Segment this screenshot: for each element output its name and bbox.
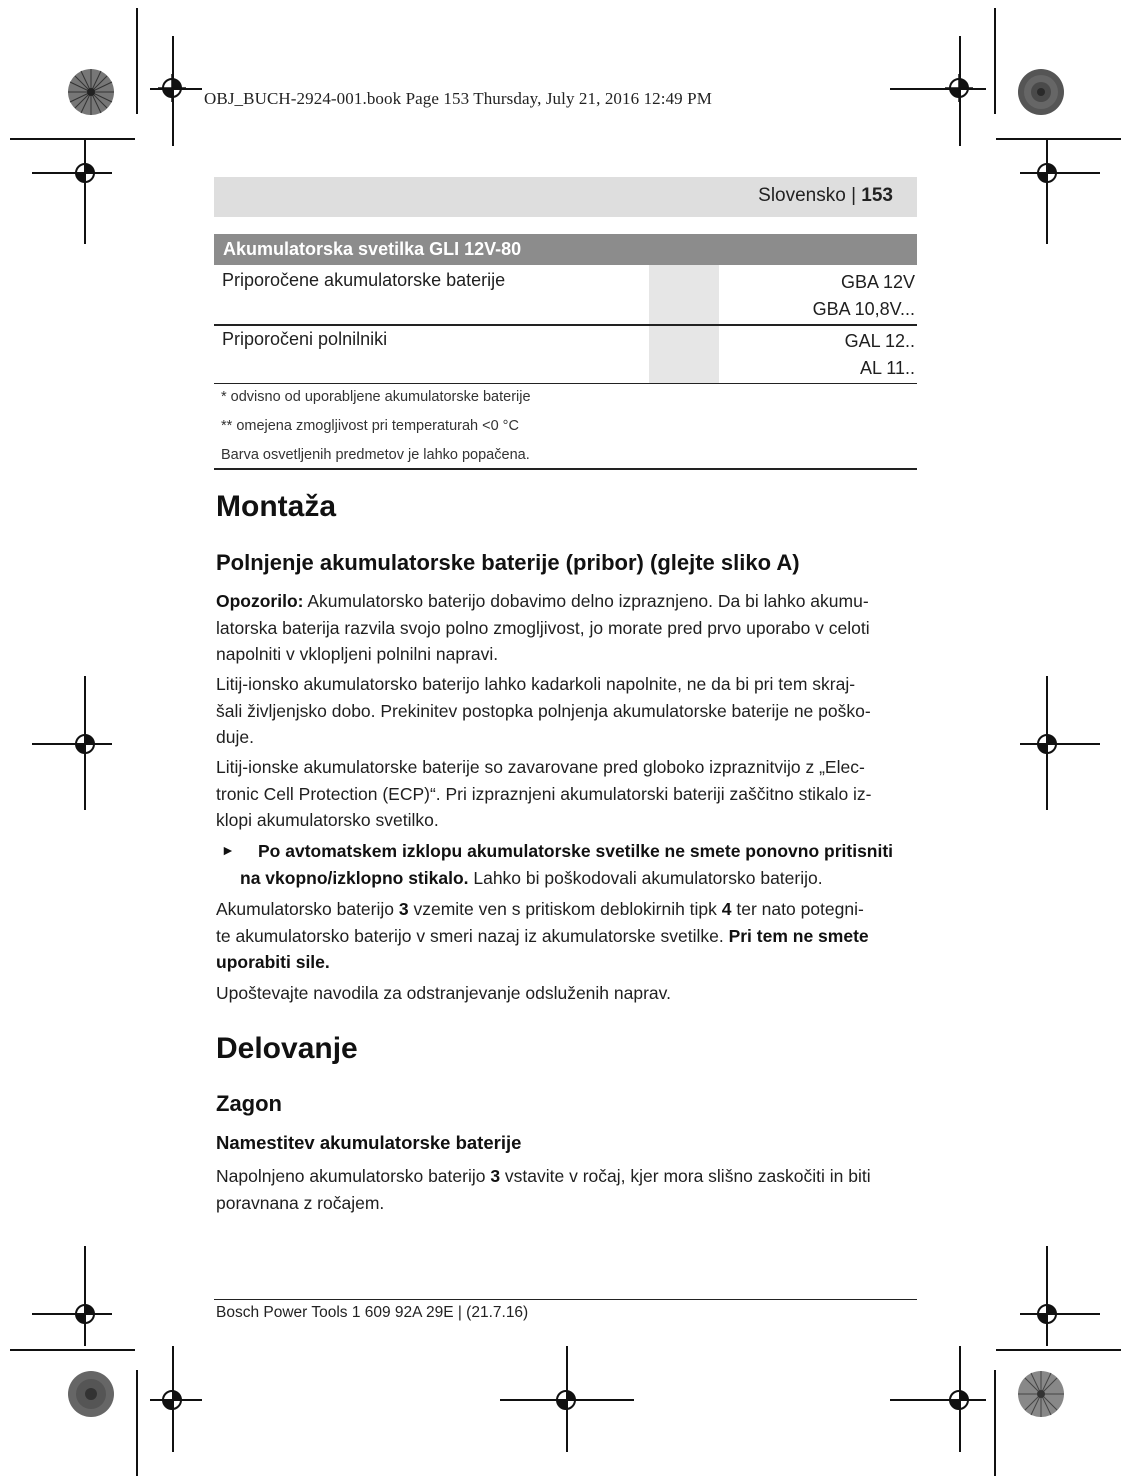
paragraph-text: Napolnjeno akumulatorsko baterijo [216, 1166, 491, 1186]
header-language: Slovensko | [758, 185, 862, 206]
paragraph-insert-battery [216, 1163, 871, 1216]
table-bottom-rule [214, 468, 917, 470]
paragraph-line [240, 838, 893, 865]
paragraph-warning [216, 588, 870, 668]
header-label [758, 185, 893, 207]
paragraph-line: klopi akumulatorsko svetilko. [216, 810, 439, 830]
paragraph-text: vstavite v ročaj, kjer mora slišno zaskočiti in biti [500, 1166, 871, 1186]
crop-mark [994, 8, 996, 114]
table-footnote: * odvisno od uporabljene akumulatorske baterije [221, 389, 531, 405]
paragraph-line: napolniti v vklopljeni polnilni napravi. [216, 644, 499, 664]
paragraph-ecp [216, 754, 872, 834]
subsection-title-charging: Polnjenje akumulatorske baterije (pribor) (glejte sliko A) [216, 550, 800, 575]
spec-row-label: Priporočene akumulatorske baterije [222, 270, 506, 290]
crop-mark [136, 1370, 138, 1476]
paragraph-text: ter nato potegni- [731, 899, 864, 919]
warning-label: Opozorilo: [216, 591, 304, 611]
page-number: 153 [861, 185, 893, 206]
section-title-delovanje: Delovanje [216, 1032, 358, 1065]
paragraph-remove-battery [216, 896, 869, 976]
crop-mark [10, 1349, 135, 1351]
registration-mark-icon [1033, 730, 1061, 758]
registration-mark-icon [945, 74, 973, 102]
registration-line [84, 140, 86, 244]
table-footnote: ** omejena zmogljivost pri temperaturah <0 °C [221, 418, 519, 434]
paragraph-line [216, 896, 869, 923]
registration-mark-icon [945, 1386, 973, 1414]
spec-value-line: AL 11.. [859, 358, 915, 378]
bullet-bold-text: Po avtomatskem izklopu akumulatorske svetilke ne smete ponovno pritisniti [258, 841, 894, 861]
bullet-arrow-icon: ► [221, 842, 235, 858]
paragraph-line: poravnana z ročajem. [216, 1192, 385, 1213]
registration-mark-icon [158, 74, 186, 102]
spec-row-label: Priporočeni polnilniki [222, 329, 388, 349]
spec-row-value [845, 328, 915, 382]
crop-mark [136, 8, 138, 114]
subsubsection-title-insert-battery: Namestitev akumulatorske baterije [216, 1132, 522, 1153]
crop-mark [996, 138, 1121, 140]
registration-mark-icon [71, 730, 99, 758]
paragraph-line: duje. [216, 727, 254, 747]
bold-text: Pri tem ne smete [728, 925, 869, 946]
paragraph-line [216, 949, 869, 976]
page-header [214, 177, 917, 217]
registration-mark-icon [71, 159, 99, 187]
paragraph-line [216, 1163, 871, 1190]
section-title-montaza: Montaža [216, 490, 336, 523]
paragraph-line: tronic Cell Protection (ECP)“. Pri izpraznjeni akumulatorski bateriji zaščitno stikalo iz- [216, 783, 872, 804]
part-number: 4 [721, 899, 732, 919]
registration-line [1046, 1246, 1048, 1346]
footer-rule [214, 1299, 917, 1300]
crop-mark [996, 1349, 1121, 1351]
paragraph-line: latorska baterija razvila svojo polno zmogljivost, jo morate pred prvo uporabo v celoti [216, 617, 870, 638]
color-rosette-icon [67, 1370, 115, 1418]
spec-value-line: GBA 10,8V... [812, 299, 915, 319]
paragraph-line [216, 923, 869, 950]
paragraph-line [216, 588, 870, 615]
paragraph-line: šali življenjsko dobo. Prekinitev postopka polnjenja akumulatorske baterije ne poško- [216, 700, 871, 721]
paragraph-text: vzemite ven s pritiskom deblokirnih tipk [408, 899, 722, 919]
bullet-text: Lahko bi poškodovali akumulatorsko baterijo. [468, 867, 823, 888]
registration-mark-icon [1033, 1300, 1061, 1328]
part-number: 3 [398, 899, 409, 919]
paragraph-line: Litij-ionsko akumulatorsko baterijo lahko kadarkoli napolnite, ne da bi pri tem skraj- [216, 674, 856, 694]
paragraph-text: Akumulatorsko baterijo dobavimo delno izpraznjeno. Da bi lahko akumu- [303, 591, 869, 611]
spec-value-line: GAL 12.. [844, 331, 915, 351]
crop-mark [10, 138, 135, 140]
registration-mark-icon [71, 1300, 99, 1328]
paragraph-li-ion-charging [216, 671, 871, 751]
color-rosette-icon [67, 68, 115, 116]
paragraph-line: Litij-ionske akumulatorske baterije so zavarovane pred globoko izpraznitvijo z „Elec- [216, 757, 865, 777]
spec-value-line: GBA 12V [840, 272, 915, 292]
spec-row-value [813, 269, 915, 323]
registration-mark-icon [552, 1386, 580, 1414]
safety-bullet [240, 838, 893, 891]
spec-table-title: Akumulatorska svetilka GLI 12V-80 [214, 234, 917, 265]
subsection-title-zagon: Zagon [216, 1091, 282, 1116]
part-number: 3 [490, 1166, 501, 1186]
color-rosette-icon [1017, 68, 1065, 116]
crop-mark [994, 1370, 996, 1476]
registration-line [84, 1246, 86, 1346]
paragraph-text: Akumulatorsko baterijo [216, 899, 399, 919]
bullet-bold-text: na vkopno/izklopno stikalo. [240, 867, 469, 888]
table-row-divider [214, 383, 917, 384]
page-footer: Bosch Power Tools 1 609 92A 29E | (21.7.16) [216, 1304, 529, 1321]
registration-mark-icon [158, 1386, 186, 1414]
bold-text: uporabiti sile. [216, 952, 330, 972]
table-row-divider [214, 324, 917, 326]
registration-mark-icon [1033, 159, 1061, 187]
print-info-line: OBJ_BUCH-2924-001.book Page 153 Thursday, July 21, 2016 12:49 PM [204, 89, 712, 108]
paragraph-text: te akumulatorsko baterijo v smeri nazaj iz akumulatorske svetilke. [216, 925, 729, 946]
color-rosette-icon [1017, 1370, 1065, 1418]
registration-line [1046, 140, 1048, 244]
paragraph-disposal: Upoštevajte navodila za odstranjevanje odsluženih naprav. [216, 983, 671, 1003]
table-footnote: Barva osvetljenih predmetov je lahko popačena. [221, 447, 530, 463]
paragraph-line [240, 865, 893, 892]
